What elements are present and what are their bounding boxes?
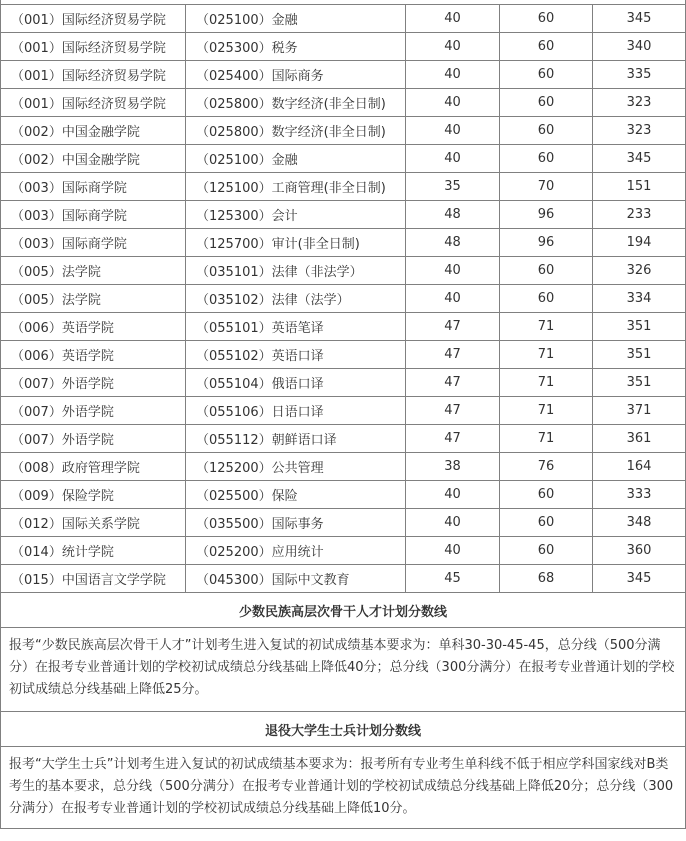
single-subject-score-cell: 38 [406,453,500,481]
table-row [1,537,686,565]
major-cell: （125100）工商管理(非全日制) [186,173,406,201]
table-row [1,33,686,61]
double-subject-score-cell: 71 [500,313,593,341]
college-cell: （003）国际商学院 [1,173,186,201]
table-row [1,257,686,285]
single-subject-score-cell: 40 [406,285,500,313]
single-subject-score-cell: 48 [406,201,500,229]
major-cell: （055102）英语口译 [186,341,406,369]
total-score-cell: 326 [593,257,686,285]
double-subject-score-cell: 60 [500,89,593,117]
college-cell: （003）国际商学院 [1,201,186,229]
college-cell: （006）英语学院 [1,341,186,369]
veteran-plan-paragraph-row [1,747,686,829]
double-subject-score-cell: 71 [500,425,593,453]
total-score-cell: 335 [593,61,686,89]
college-cell: （001）国际经济贸易学院 [1,89,186,117]
minority-plan-paragraph-row [1,628,686,712]
college-cell: （007）外语学院 [1,397,186,425]
single-subject-score-cell: 47 [406,397,500,425]
major-cell: （045300）国际中文教育 [186,565,406,593]
college-cell: （007）外语学院 [1,425,186,453]
double-subject-score-cell: 60 [500,33,593,61]
college-cell: （002）中国金融学院 [1,145,186,173]
single-subject-score-cell: 48 [406,229,500,257]
single-subject-score-cell: 35 [406,173,500,201]
major-cell: （055104）俄语口译 [186,369,406,397]
table-row [1,145,686,173]
double-subject-score-cell: 96 [500,229,593,257]
double-subject-score-cell: 60 [500,61,593,89]
total-score-cell: 361 [593,425,686,453]
score-table-body [1,5,686,593]
major-cell: （025800）数字经济(非全日制) [186,117,406,145]
major-cell: （025800）数字经济(非全日制) [186,89,406,117]
total-score-cell: 345 [593,145,686,173]
single-subject-score-cell: 40 [406,89,500,117]
major-cell: （035500）国际事务 [186,509,406,537]
minority-plan-section-title: 少数民族高层次骨干人才计划分数线 [1,593,686,628]
total-score-cell: 351 [593,369,686,397]
minority-plan-section-row [1,593,686,628]
single-subject-score-cell: 45 [406,565,500,593]
major-cell: （035101）法律（非法学） [186,257,406,285]
major-cell: （125300）会计 [186,201,406,229]
double-subject-score-cell: 68 [500,565,593,593]
veteran-plan-section-title: 退役大学生士兵计划分数线 [1,712,686,747]
single-subject-score-cell: 47 [406,313,500,341]
table-row [1,397,686,425]
college-cell: （001）国际经济贸易学院 [1,61,186,89]
table-row [1,425,686,453]
college-cell: （009）保险学院 [1,481,186,509]
major-cell: （025400）国际商务 [186,61,406,89]
table-row [1,341,686,369]
total-score-cell: 323 [593,89,686,117]
college-cell: （008）政府管理学院 [1,453,186,481]
single-subject-score-cell: 40 [406,481,500,509]
college-cell: （014）统计学院 [1,537,186,565]
total-score-cell: 194 [593,229,686,257]
college-cell: （012）国际关系学院 [1,509,186,537]
single-subject-score-cell: 47 [406,369,500,397]
double-subject-score-cell: 71 [500,341,593,369]
table-row [1,481,686,509]
table-row [1,313,686,341]
single-subject-score-cell: 40 [406,117,500,145]
double-subject-score-cell: 60 [500,5,593,33]
single-subject-score-cell: 40 [406,33,500,61]
veteran-plan-section-row [1,712,686,747]
major-cell: （025200）应用统计 [186,537,406,565]
total-score-cell: 351 [593,313,686,341]
total-score-cell: 151 [593,173,686,201]
table-row [1,369,686,397]
minority-plan-paragraph: 报考“少数民族高层次骨干人才”计划考生进入复试的初试成绩基本要求为：单科30-30-45-45，总分线（500分满分）在报考专业普通计划的学校初试成绩总分线基础上降低40分；总分线（300分满分）在报考专业普通计划的学校初试成绩总分线基础上降低25分。 [1,628,686,712]
double-subject-score-cell: 60 [500,509,593,537]
double-subject-score-cell: 71 [500,369,593,397]
total-score-cell: 360 [593,537,686,565]
total-score-cell: 323 [593,117,686,145]
section-rows-body [1,593,686,829]
major-cell: （055101）英语笔译 [186,313,406,341]
total-score-cell: 334 [593,285,686,313]
major-cell: （025300）税务 [186,33,406,61]
major-cell: （025100）金融 [186,5,406,33]
total-score-cell: 340 [593,33,686,61]
double-subject-score-cell: 76 [500,453,593,481]
total-score-cell: 345 [593,565,686,593]
double-subject-score-cell: 60 [500,117,593,145]
single-subject-score-cell: 47 [406,425,500,453]
table-row [1,173,686,201]
major-cell: （035102）法律（法学） [186,285,406,313]
table-row [1,117,686,145]
double-subject-score-cell: 71 [500,397,593,425]
major-cell: （025500）保险 [186,481,406,509]
total-score-cell: 164 [593,453,686,481]
major-cell: （055106）日语口译 [186,397,406,425]
college-cell: （001）国际经济贸易学院 [1,5,186,33]
college-cell: （005）法学院 [1,285,186,313]
double-subject-score-cell: 70 [500,173,593,201]
double-subject-score-cell: 60 [500,537,593,565]
table-row [1,565,686,593]
table-row [1,453,686,481]
major-cell: （025100）金融 [186,145,406,173]
double-subject-score-cell: 60 [500,481,593,509]
total-score-cell: 333 [593,481,686,509]
college-cell: （001）国际经济贸易学院 [1,33,186,61]
single-subject-score-cell: 40 [406,257,500,285]
single-subject-score-cell: 40 [406,509,500,537]
total-score-cell: 345 [593,5,686,33]
total-score-cell: 233 [593,201,686,229]
college-cell: （003）国际商学院 [1,229,186,257]
table-row [1,89,686,117]
table-row [1,509,686,537]
major-cell: （055112）朝鲜语口译 [186,425,406,453]
table-row [1,61,686,89]
table-row [1,201,686,229]
double-subject-score-cell: 60 [500,145,593,173]
double-subject-score-cell: 96 [500,201,593,229]
total-score-cell: 348 [593,509,686,537]
college-cell: （002）中国金融学院 [1,117,186,145]
single-subject-score-cell: 40 [406,145,500,173]
major-cell: （125700）审计(非全日制) [186,229,406,257]
college-cell: （006）英语学院 [1,313,186,341]
major-cell: （125200）公共管理 [186,453,406,481]
table-row [1,285,686,313]
total-score-cell: 371 [593,397,686,425]
college-cell: （007）外语学院 [1,369,186,397]
college-cell: （015）中国语言文学学院 [1,565,186,593]
college-cell: （005）法学院 [1,257,186,285]
single-subject-score-cell: 40 [406,61,500,89]
total-score-cell: 351 [593,341,686,369]
veteran-plan-paragraph: 报考“大学生士兵”计划考生进入复试的初试成绩基本要求为：报考所有专业考生单科线不低于相应学科国家线对B类考生的基本要求，总分线（500分满分）在报考专业普通计划的学校初试成绩总分线基础上降低20分；总分线（300分满分）在报考专业普通计划的学校初试成绩总分线基础上降低10分。 [1,747,686,829]
table-row [1,5,686,33]
single-subject-score-cell: 40 [406,5,500,33]
double-subject-score-cell: 60 [500,257,593,285]
table-row [1,229,686,257]
single-subject-score-cell: 40 [406,537,500,565]
single-subject-score-cell: 47 [406,341,500,369]
double-subject-score-cell: 60 [500,285,593,313]
